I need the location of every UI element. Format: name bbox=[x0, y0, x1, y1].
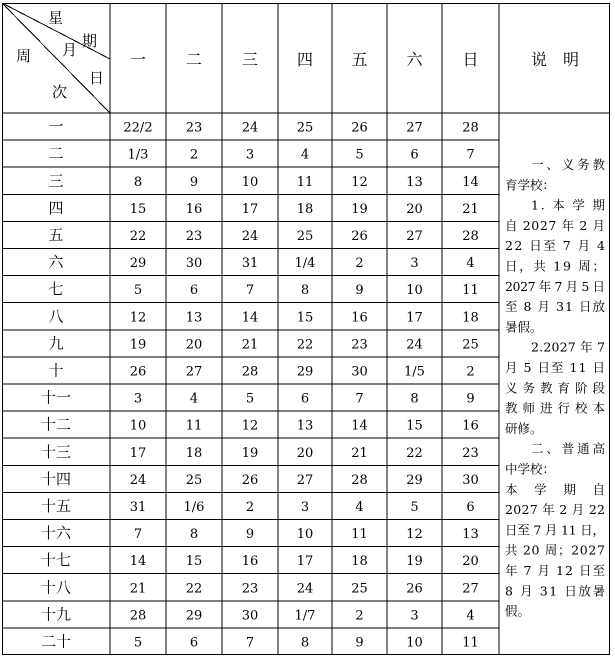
date-cell: 3 bbox=[410, 256, 419, 272]
table-row bbox=[48, 145, 474, 163]
note-line: 本 学 期 自 bbox=[505, 481, 605, 497]
table-row bbox=[41, 416, 479, 434]
date-cell: 12 bbox=[351, 174, 368, 190]
week-number-cell: 十八 bbox=[40, 578, 72, 597]
week-number-cell: 六 bbox=[48, 253, 64, 272]
date-cell: 30 bbox=[241, 608, 259, 624]
date-cell: 27 bbox=[406, 120, 423, 136]
week-number-cell: 十五 bbox=[40, 496, 72, 515]
date-cell: 22/2 bbox=[123, 120, 153, 136]
note-line: 义务教育阶段 bbox=[505, 380, 605, 396]
date-cell: 20 bbox=[296, 445, 314, 461]
note-line: 2.2027 年 7 bbox=[531, 339, 605, 355]
note-line: 教师进行校本 bbox=[505, 400, 605, 416]
week-number-cell: 十四 bbox=[40, 469, 72, 488]
date-cell: 24 bbox=[296, 581, 314, 597]
date-cell: 3 bbox=[133, 391, 143, 407]
date-cell: 27 bbox=[185, 364, 203, 380]
date-cell: 11 bbox=[185, 418, 203, 434]
table-row bbox=[48, 280, 478, 298]
table-row bbox=[41, 524, 479, 542]
school-calendar-table bbox=[2, 3, 610, 655]
date-cell: 23 bbox=[185, 228, 203, 244]
date-cell: 28 bbox=[241, 364, 259, 380]
date-cell: 7 bbox=[133, 527, 143, 543]
date-cell: 23 bbox=[185, 120, 203, 136]
date-cell: 26 bbox=[351, 120, 368, 136]
date-cell: 14 bbox=[241, 310, 259, 326]
week-number-cell: 二十 bbox=[40, 632, 72, 651]
date-cell: 5 bbox=[245, 391, 255, 407]
note-line: 日至 7 月 11 日， bbox=[505, 522, 605, 538]
date-cell: 15 bbox=[185, 554, 203, 570]
corner-label-yue: 月 bbox=[62, 41, 78, 59]
date-cell: 8 bbox=[189, 527, 199, 543]
date-cell: 30 bbox=[185, 256, 203, 272]
date-cell: 29 bbox=[129, 256, 147, 272]
date-cell: 12 bbox=[241, 418, 259, 434]
weekday-header-4: 四 bbox=[296, 50, 314, 69]
date-cell: 22 bbox=[129, 228, 147, 244]
date-cell: 28 bbox=[462, 228, 479, 244]
week-number-cell: 十一 bbox=[40, 388, 72, 407]
note-line: 日，共 19 周； bbox=[505, 258, 605, 274]
date-cell: 31 bbox=[241, 256, 259, 272]
note-line: 一、义务教 bbox=[531, 157, 605, 172]
week-number-cell: 十二 bbox=[40, 415, 72, 434]
week-number-cell: 一 bbox=[48, 117, 64, 136]
table-row bbox=[48, 226, 478, 244]
note-line: 研修。 bbox=[505, 420, 543, 436]
date-cell: 11 bbox=[462, 283, 479, 299]
date-cell: 9 bbox=[466, 391, 475, 407]
note-line: 二、普通高 bbox=[531, 441, 605, 457]
date-cell: 14 bbox=[462, 174, 479, 190]
date-cell: 16 bbox=[462, 418, 479, 434]
date-cell: 17 bbox=[296, 554, 314, 570]
notes-column-title: 说 明 bbox=[530, 50, 580, 69]
date-cell: 26 bbox=[129, 364, 147, 380]
date-cell: 15 bbox=[406, 418, 423, 434]
date-cell: 30 bbox=[462, 472, 479, 488]
date-cell: 26 bbox=[241, 472, 259, 488]
note-line: 22 日至 7 月 4 bbox=[505, 238, 605, 254]
corner-label-ci: 次 bbox=[52, 83, 68, 101]
table-row bbox=[41, 632, 479, 650]
date-cell: 6 bbox=[189, 635, 199, 651]
date-cell: 28 bbox=[129, 608, 147, 624]
date-cell: 8 bbox=[410, 391, 419, 407]
date-cell: 23 bbox=[462, 445, 479, 461]
table-row bbox=[41, 551, 479, 569]
date-cell: 29 bbox=[406, 472, 423, 488]
date-cell: 16 bbox=[351, 310, 368, 326]
week-number-cell: 十六 bbox=[40, 524, 72, 543]
date-cell: 16 bbox=[241, 554, 259, 570]
weekday-header-row bbox=[130, 50, 479, 69]
date-cell: 6 bbox=[300, 391, 310, 407]
date-cell: 25 bbox=[351, 581, 368, 597]
week-number-cell: 九 bbox=[48, 334, 64, 353]
date-cell: 18 bbox=[185, 445, 203, 461]
date-cell: 28 bbox=[462, 120, 479, 136]
date-cell: 22 bbox=[406, 445, 423, 461]
date-cell: 6 bbox=[410, 147, 419, 163]
header-corner-cell bbox=[2, 3, 110, 113]
weekday-header-3: 三 bbox=[241, 50, 259, 69]
date-cell: 25 bbox=[296, 228, 314, 244]
date-cell: 4 bbox=[355, 499, 364, 515]
date-cell: 2 bbox=[355, 256, 364, 272]
weekday-header-6: 六 bbox=[406, 50, 423, 69]
date-cell: 2 bbox=[189, 147, 199, 163]
date-cell: 10 bbox=[241, 174, 259, 190]
date-cell: 16 bbox=[185, 201, 203, 217]
date-cell: 23 bbox=[351, 337, 368, 353]
date-cell: 2 bbox=[355, 608, 364, 624]
table-row bbox=[41, 497, 475, 515]
corner-label-xing: 星 bbox=[48, 9, 64, 27]
date-cell: 7 bbox=[245, 283, 255, 299]
table-row bbox=[48, 361, 474, 379]
note-line: 1. 本 学 期 bbox=[531, 197, 605, 213]
date-cell: 27 bbox=[296, 472, 314, 488]
date-cell: 1/3 bbox=[127, 147, 149, 163]
table-row bbox=[48, 334, 478, 352]
date-cell: 22 bbox=[185, 581, 203, 597]
note-line: 月 5 日至 11 日 bbox=[505, 360, 605, 375]
table-row bbox=[48, 253, 474, 271]
date-cell: 3 bbox=[300, 499, 310, 515]
corner-label-zhou: 周 bbox=[16, 47, 32, 65]
date-cell: 22 bbox=[296, 337, 314, 353]
note-line: 假。 bbox=[505, 603, 531, 619]
date-cell: 28 bbox=[351, 472, 368, 488]
date-cell: 17 bbox=[406, 310, 423, 326]
week-number-cell: 十 bbox=[48, 361, 64, 380]
table-row bbox=[48, 118, 478, 136]
date-cell: 7 bbox=[355, 391, 364, 407]
date-cell: 14 bbox=[129, 554, 147, 570]
week-number-cell: 八 bbox=[48, 307, 64, 326]
date-cell: 5 bbox=[355, 147, 364, 163]
date-cell: 12 bbox=[406, 527, 423, 543]
date-cell: 17 bbox=[129, 445, 147, 461]
date-cell: 9 bbox=[245, 527, 255, 543]
date-cell: 30 bbox=[351, 364, 368, 380]
date-cell: 13 bbox=[406, 174, 423, 190]
date-cell: 14 bbox=[351, 418, 368, 434]
note-line: 共 20 周；2027 bbox=[505, 542, 605, 558]
date-cell: 9 bbox=[355, 283, 364, 299]
date-cell: 24 bbox=[129, 472, 147, 488]
note-line: 8 月 31 日放暑 bbox=[505, 583, 605, 599]
date-cell: 1/7 bbox=[294, 608, 316, 624]
weekday-header-7: 日 bbox=[462, 50, 479, 69]
date-cell: 19 bbox=[129, 337, 147, 353]
weekday-header-2: 二 bbox=[185, 50, 203, 69]
date-cell: 4 bbox=[466, 256, 475, 272]
table-row bbox=[41, 443, 479, 461]
date-cell: 25 bbox=[185, 472, 203, 488]
notes-column bbox=[505, 157, 605, 619]
date-cell: 21 bbox=[241, 337, 259, 353]
date-cell: 21 bbox=[129, 581, 147, 597]
note-line: 至 8 月 31 日放 bbox=[505, 299, 605, 315]
note-line: 暑假。 bbox=[505, 319, 543, 335]
date-cell: 27 bbox=[462, 581, 479, 597]
date-cell: 15 bbox=[129, 201, 147, 217]
date-cell: 11 bbox=[351, 527, 368, 543]
date-cell: 10 bbox=[406, 635, 423, 651]
date-cell: 26 bbox=[406, 581, 423, 597]
week-number-cell: 七 bbox=[48, 280, 64, 299]
date-cell: 19 bbox=[406, 554, 423, 570]
date-cell: 18 bbox=[296, 201, 314, 217]
date-cell: 19 bbox=[351, 201, 368, 217]
week-number-cell: 十九 bbox=[40, 605, 72, 624]
week-number-cell: 十三 bbox=[40, 442, 72, 461]
table-row bbox=[48, 307, 478, 325]
table-row bbox=[48, 172, 478, 190]
corner-label-qi: 期 bbox=[82, 32, 98, 50]
week-number-cell: 三 bbox=[48, 171, 64, 190]
week-number-cell: 十七 bbox=[40, 551, 72, 570]
date-cell: 4 bbox=[466, 608, 475, 624]
date-cell: 21 bbox=[462, 201, 479, 217]
date-cell: 5 bbox=[133, 283, 143, 299]
date-cell: 1/4 bbox=[294, 256, 316, 272]
date-cell: 20 bbox=[462, 554, 479, 570]
date-cell: 13 bbox=[296, 418, 314, 434]
date-cell: 24 bbox=[241, 120, 259, 136]
date-cell: 1/6 bbox=[183, 499, 205, 515]
date-cell: 25 bbox=[462, 337, 479, 353]
date-cell: 2 bbox=[466, 364, 475, 380]
corner-label-ri: 日 bbox=[89, 69, 105, 87]
date-cell: 11 bbox=[296, 174, 314, 190]
date-cell: 5 bbox=[410, 499, 419, 515]
date-cell: 7 bbox=[466, 147, 475, 163]
date-cell: 6 bbox=[189, 283, 199, 299]
date-cell: 8 bbox=[300, 283, 310, 299]
week-number-cell: 五 bbox=[48, 225, 64, 244]
date-cell: 9 bbox=[189, 174, 199, 190]
note-line: 2027 年 2 月 22 bbox=[505, 502, 605, 518]
date-cell: 9 bbox=[355, 635, 364, 651]
date-cell: 26 bbox=[351, 228, 368, 244]
note-line: 中学校： bbox=[505, 461, 556, 477]
date-cell: 5 bbox=[133, 635, 143, 651]
date-cell: 3 bbox=[410, 608, 419, 624]
note-line: 年 7 月 12 日至 bbox=[505, 563, 605, 578]
week-number-cell: 二 bbox=[48, 144, 64, 163]
date-cell: 2 bbox=[245, 499, 255, 515]
date-cell: 18 bbox=[351, 554, 368, 570]
date-cell: 4 bbox=[300, 147, 310, 163]
date-cell: 13 bbox=[462, 527, 479, 543]
note-line: 自 2027 年 2 月 bbox=[505, 217, 605, 233]
date-cell: 31 bbox=[129, 499, 147, 515]
date-cell: 3 bbox=[245, 147, 255, 163]
date-cell: 24 bbox=[406, 337, 423, 353]
date-cell: 24 bbox=[241, 228, 259, 244]
date-cell: 6 bbox=[466, 499, 475, 515]
date-cell: 20 bbox=[406, 201, 423, 217]
weekday-header-5: 五 bbox=[351, 50, 368, 69]
date-cell: 1/5 bbox=[404, 364, 425, 380]
date-cell: 11 bbox=[462, 635, 479, 651]
date-cell: 18 bbox=[462, 310, 479, 326]
date-cell: 27 bbox=[406, 228, 423, 244]
date-cell: 23 bbox=[241, 581, 259, 597]
note-line: 2027 年 7 月 5 日 bbox=[505, 278, 605, 294]
date-cell: 4 bbox=[189, 391, 199, 407]
date-cell: 25 bbox=[296, 120, 314, 136]
date-cell: 8 bbox=[133, 174, 143, 190]
table-row bbox=[41, 605, 475, 623]
date-cell: 8 bbox=[300, 635, 310, 651]
date-cell: 29 bbox=[296, 364, 314, 380]
weekday-header-1: 一 bbox=[129, 50, 147, 69]
date-cell: 10 bbox=[296, 527, 314, 543]
date-cell: 7 bbox=[245, 635, 255, 651]
date-cell: 13 bbox=[185, 310, 203, 326]
note-line: 育学校： bbox=[505, 177, 556, 193]
date-cell: 21 bbox=[351, 445, 368, 461]
date-cell: 12 bbox=[129, 310, 147, 326]
date-cell: 10 bbox=[129, 418, 147, 434]
date-cell: 10 bbox=[406, 283, 423, 299]
date-cell: 15 bbox=[296, 310, 314, 326]
date-cell: 29 bbox=[185, 608, 203, 624]
table-row bbox=[41, 470, 479, 488]
date-cell: 17 bbox=[241, 201, 259, 217]
week-number-cell: 四 bbox=[48, 198, 64, 217]
table-row bbox=[41, 578, 479, 596]
table-row bbox=[48, 199, 478, 217]
date-cell: 20 bbox=[185, 337, 203, 353]
date-cell: 19 bbox=[241, 445, 259, 461]
table-row bbox=[41, 389, 475, 407]
